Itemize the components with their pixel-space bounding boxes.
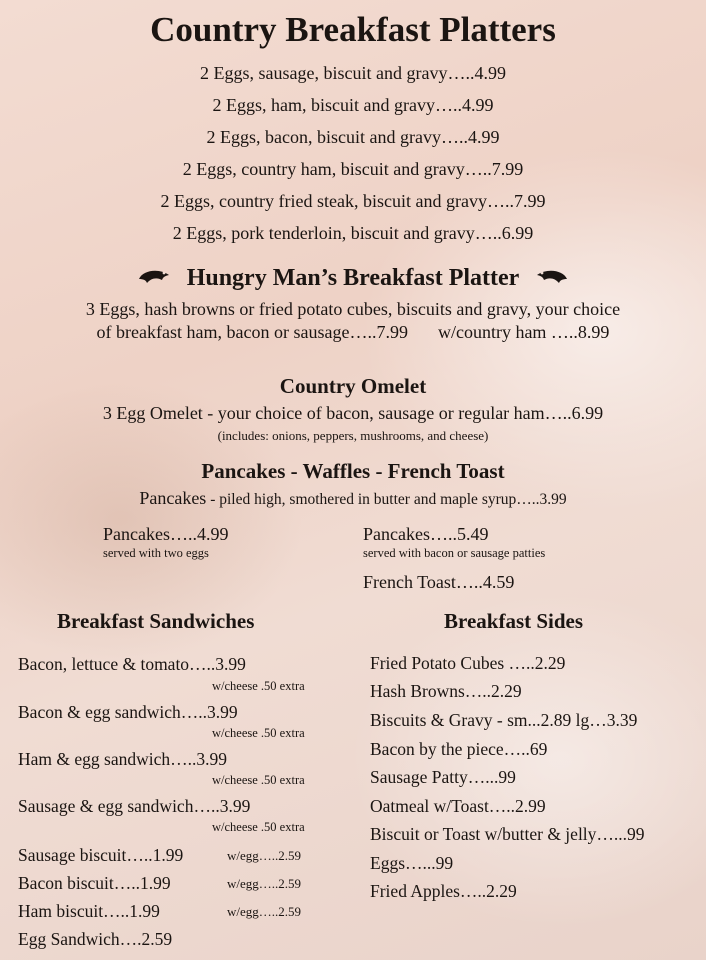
omelet-desc: 3 Egg Omelet - your choice of bacon, sausage or regular ham…..6.99 [102, 403, 604, 423]
side-item: Sausage Patty…...99 [370, 767, 516, 787]
pancakes-meat-item: Pancakes…..5.49 [363, 524, 489, 544]
pancakes-main-name: Pancakes [139, 488, 207, 508]
platter-item: 2 Eggs, pork tenderloin, biscuit and gravy…..6.99 [172, 223, 534, 243]
platter-item: 2 Eggs, bacon, biscuit and gravy…..4.99 [206, 127, 500, 147]
side-item: Biscuit or Toast w/butter & jelly…...99 [370, 824, 645, 844]
sandwich-item: Sausage & egg sandwich…..3.99 [18, 796, 251, 816]
egg-sandwich-item: Egg Sandwich….2.59 [18, 929, 173, 949]
pancakes-meat-note: served with bacon or sausage patties [363, 546, 546, 560]
platter-item: 2 Eggs, country ham, biscuit and gravy…..7.99 [182, 159, 524, 179]
pancakes-main [0, 488, 706, 509]
omelet-title: Country Omelet [279, 374, 427, 398]
sandwich-item: Ham & egg sandwich…..3.99 [18, 749, 227, 769]
side-item: Biscuits & Gravy - sm...2.89 lg…3.39 [370, 710, 638, 730]
french-toast-item: French Toast…..4.59 [363, 572, 515, 592]
biscuit-item: Bacon biscuit…..1.99 [18, 873, 171, 893]
sandwich-cheese-note: w/cheese .50 extra [212, 726, 305, 740]
sandwich-cheese-note: w/cheese .50 extra [212, 679, 305, 693]
biscuit-item: Ham biscuit…..1.99 [18, 901, 160, 921]
bird-ornament-icon [533, 267, 569, 287]
side-item: Hash Browns…..2.29 [370, 681, 522, 701]
side-item: Bacon by the piece…..69 [370, 739, 548, 759]
platter-item: 2 Eggs, country fried steak, biscuit and gravy…..7.99 [160, 191, 546, 211]
sandwiches-title: Breakfast Sandwiches [57, 609, 255, 633]
pancakes-title: Pancakes - Waffles - French Toast [201, 459, 505, 483]
hungry-man-desc-1: 3 Eggs, hash browns or fried potato cubes, biscuits and gravy, your choice [85, 299, 621, 319]
side-item: Fried Apples…..2.29 [370, 881, 517, 901]
hungry-man-heading [0, 265, 706, 292]
pancakes-eggs-note: served with two eggs [103, 546, 209, 560]
biscuit-egg-price: w/egg…..2.59 [227, 848, 302, 863]
side-item: Oatmeal w/Toast…..2.99 [370, 796, 546, 816]
omelet-includes: (includes: onions, peppers, mushrooms, and cheese) [217, 428, 489, 443]
sandwich-cheese-note: w/cheese .50 extra [212, 773, 305, 787]
hungry-man-desc-2 [0, 322, 706, 343]
bird-ornament-icon [137, 267, 173, 287]
pancakes-main-desc: - piled high, smothered in butter and maple syrup…..3.99 [206, 491, 567, 508]
sandwich-item: Bacon & egg sandwich…..3.99 [18, 702, 238, 722]
country-platters-title: Country Breakfast Platters [150, 10, 556, 49]
sandwich-cheese-note: w/cheese .50 extra [212, 820, 305, 834]
pancakes-eggs-item: Pancakes…..4.99 [103, 524, 229, 544]
hungry-man-country-ham: w/country ham …..8.99 [437, 322, 610, 342]
sandwich-item: Bacon, lettuce & tomato…..3.99 [18, 654, 246, 674]
hungry-man-title: Hungry Man’s Breakfast Platter [186, 265, 520, 291]
biscuit-egg-price: w/egg…..2.59 [227, 876, 302, 891]
side-item: Fried Potato Cubes …..2.29 [370, 653, 566, 673]
side-item: Eggs…...99 [370, 853, 454, 873]
biscuit-egg-price: w/egg…..2.59 [227, 904, 302, 919]
hungry-man-price: of breakfast ham, bacon or sausage…..7.99 [96, 322, 408, 342]
platter-item: 2 Eggs, sausage, biscuit and gravy…..4.99 [200, 63, 506, 83]
platter-item: 2 Eggs, ham, biscuit and gravy…..4.99 [212, 95, 494, 115]
sides-title: Breakfast Sides [444, 609, 584, 633]
biscuit-item: Sausage biscuit…..1.99 [18, 845, 184, 865]
